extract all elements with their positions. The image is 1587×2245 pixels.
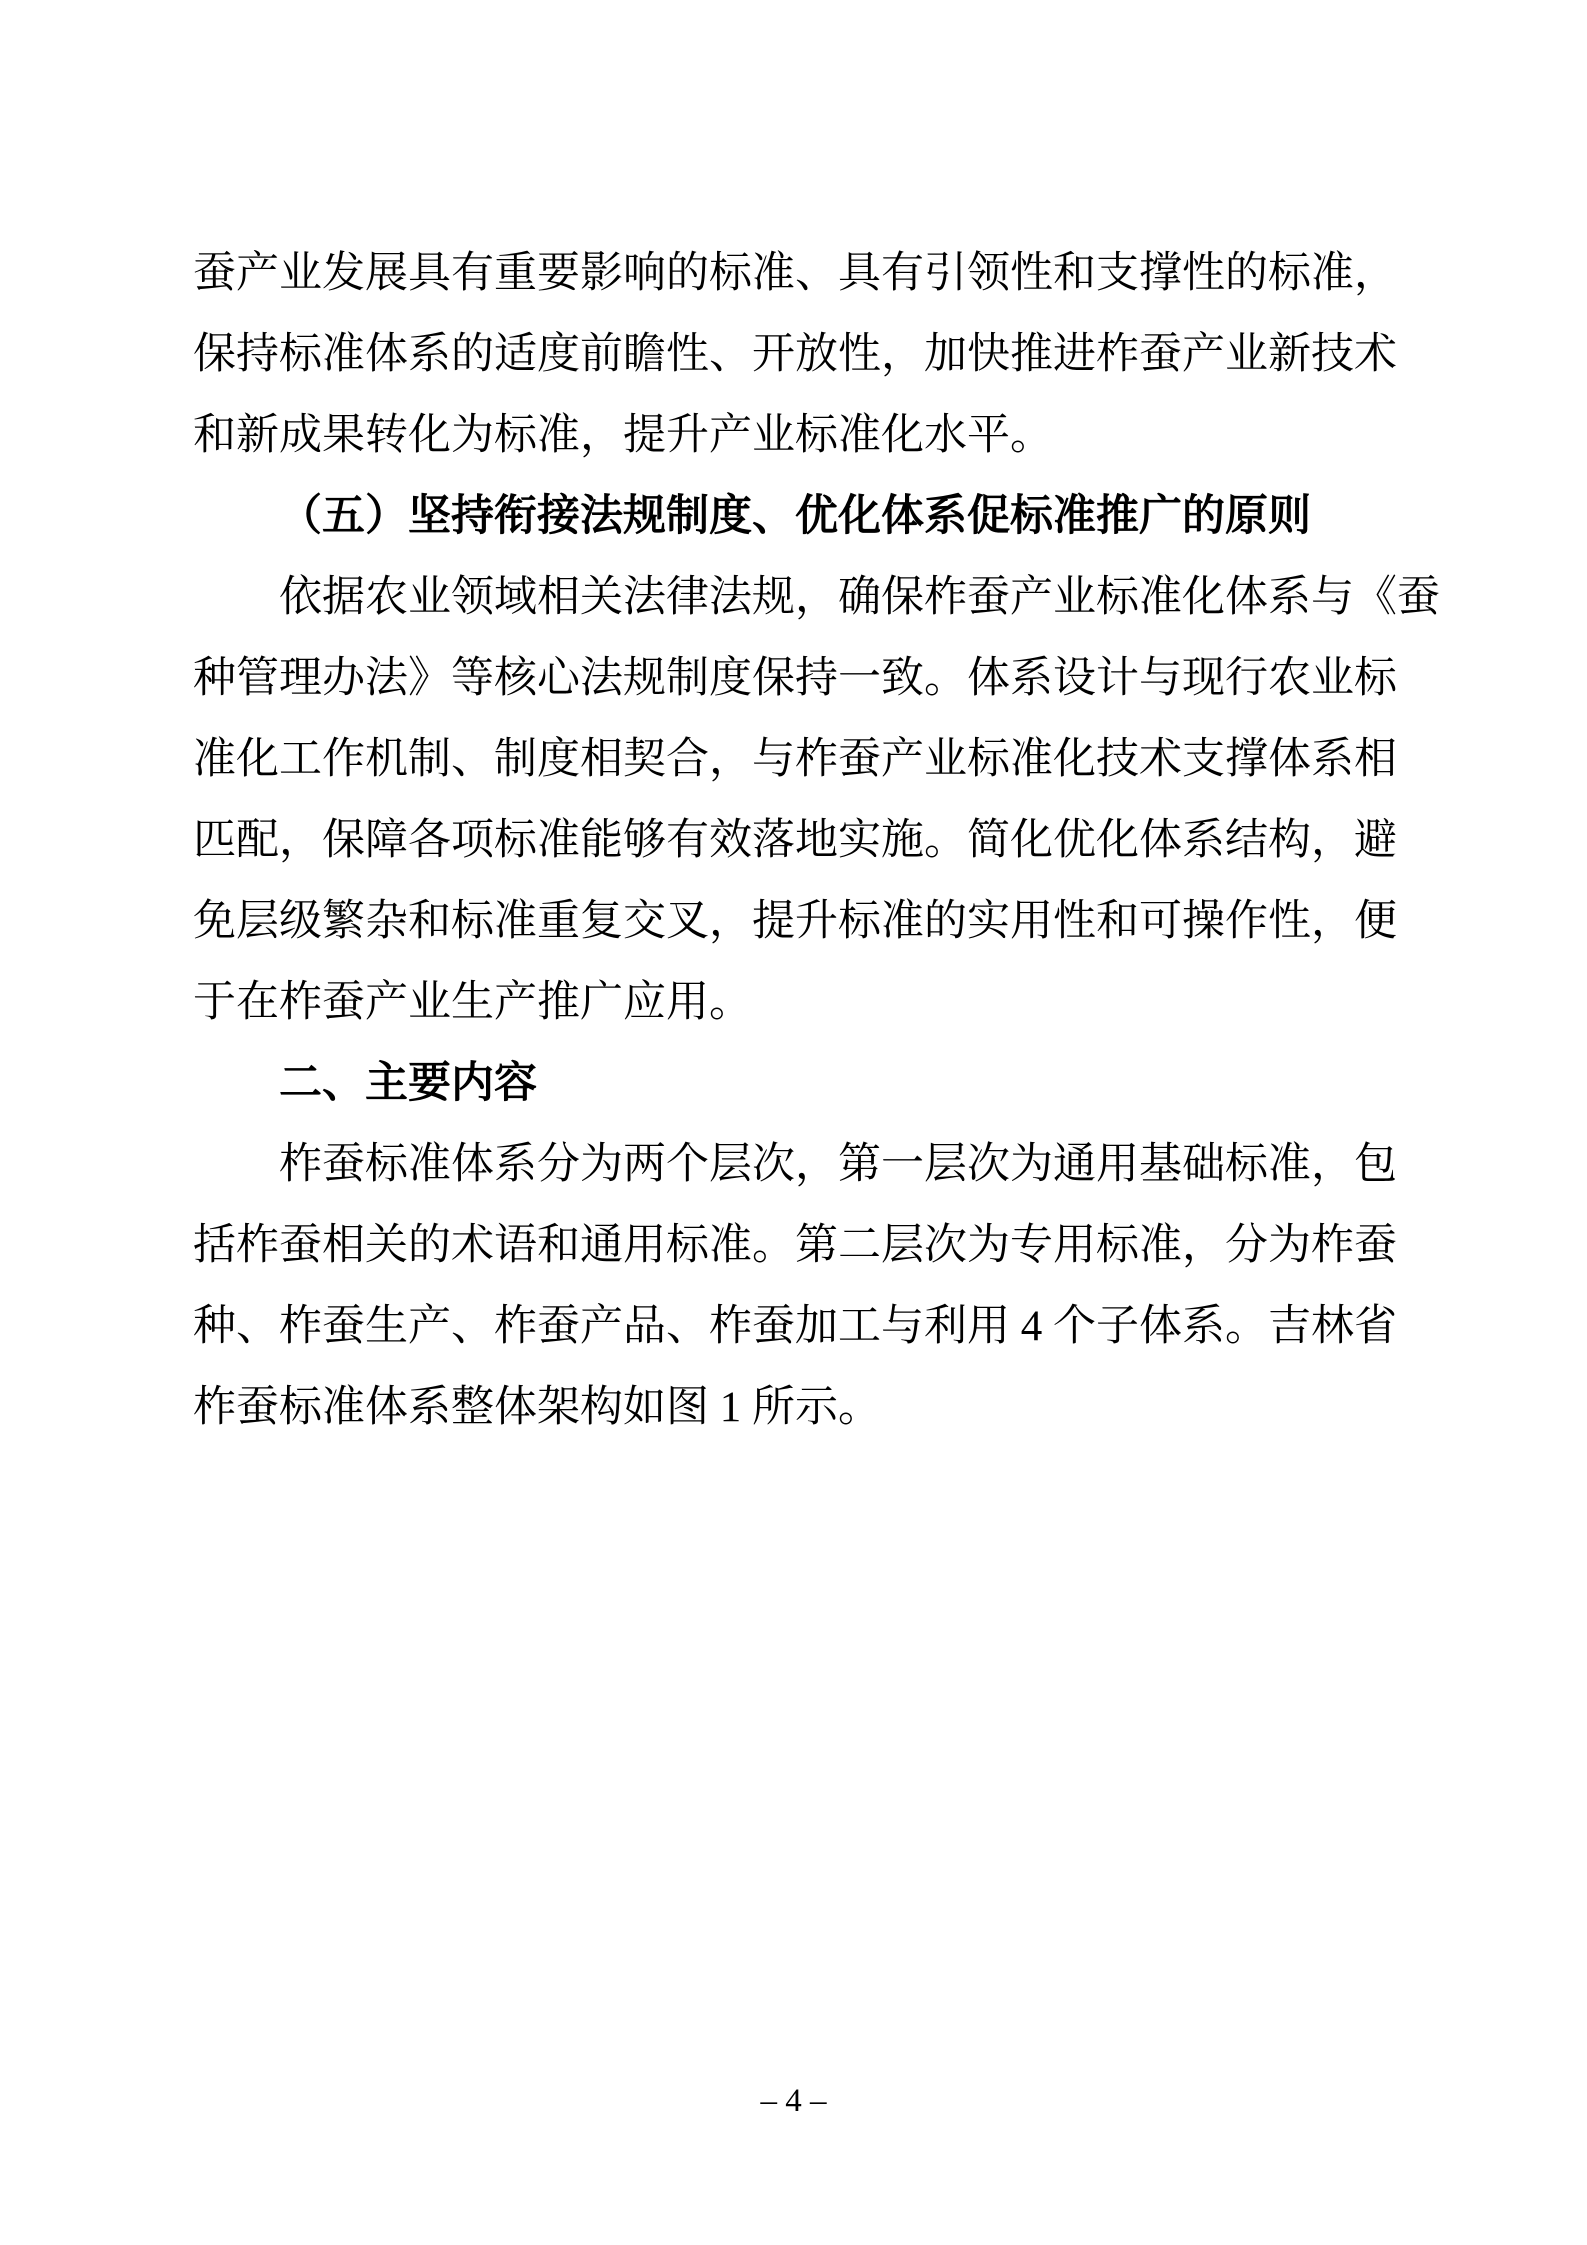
heading-main-content: 二、主要内容 [279, 1059, 537, 1107]
text-line: 种管理办法》等核心法规制度保持一致。体系设计与现行农业标 [193, 655, 1397, 702]
text-line: 于在柞蚕产业生产推广应用。 [193, 979, 752, 1026]
paragraph-section-five [193, 557, 1440, 1043]
text-line: 准化工作机制、制度相契合，与柞蚕产业标准化技术支撑体系相 [193, 736, 1397, 783]
heading-section-five: （五）坚持衔接法规制度、优化体系促标准推广的原则 [279, 493, 1311, 540]
text-line: 柞蚕标准体系整体架构如图 1 所示。 [193, 1384, 881, 1431]
text-line: 保持标准体系的适度前瞻性、开放性，加快推进柞蚕产业新技术 [193, 331, 1397, 378]
document-body [193, 233, 1440, 1448]
page-footer [0, 2081, 1587, 2121]
paragraph-main-content [193, 1124, 1397, 1448]
text-line: 依据农业领域相关法律法规，确保柞蚕产业标准化体系与《蚕 [279, 574, 1440, 621]
text-line: 免层级繁杂和标准重复交叉，提升标准的实用性和可操作性，便 [193, 898, 1397, 945]
text-line: 和新成果转化为标准，提升产业标准化水平。 [193, 412, 1053, 459]
paragraph-continuation [193, 233, 1397, 476]
page-number: – 4 – [760, 2083, 827, 2119]
text-line: 柞蚕标准体系分为两个层次，第一层次为通用基础标准，包 [279, 1141, 1397, 1188]
text-line: 匹配，保障各项标准能够有效落地实施。简化优化体系结构，避 [193, 817, 1397, 864]
text-line: 括柞蚕相关的术语和通用标准。第二层次为专用标准，分为柞蚕 [193, 1222, 1397, 1269]
text-line: 蚕产业发展具有重要影响的标准、具有引领性和支撑性的标准， [193, 250, 1397, 297]
text-line: 种、柞蚕生产、柞蚕产品、柞蚕加工与利用 4 个子体系。吉林省 [193, 1303, 1397, 1350]
